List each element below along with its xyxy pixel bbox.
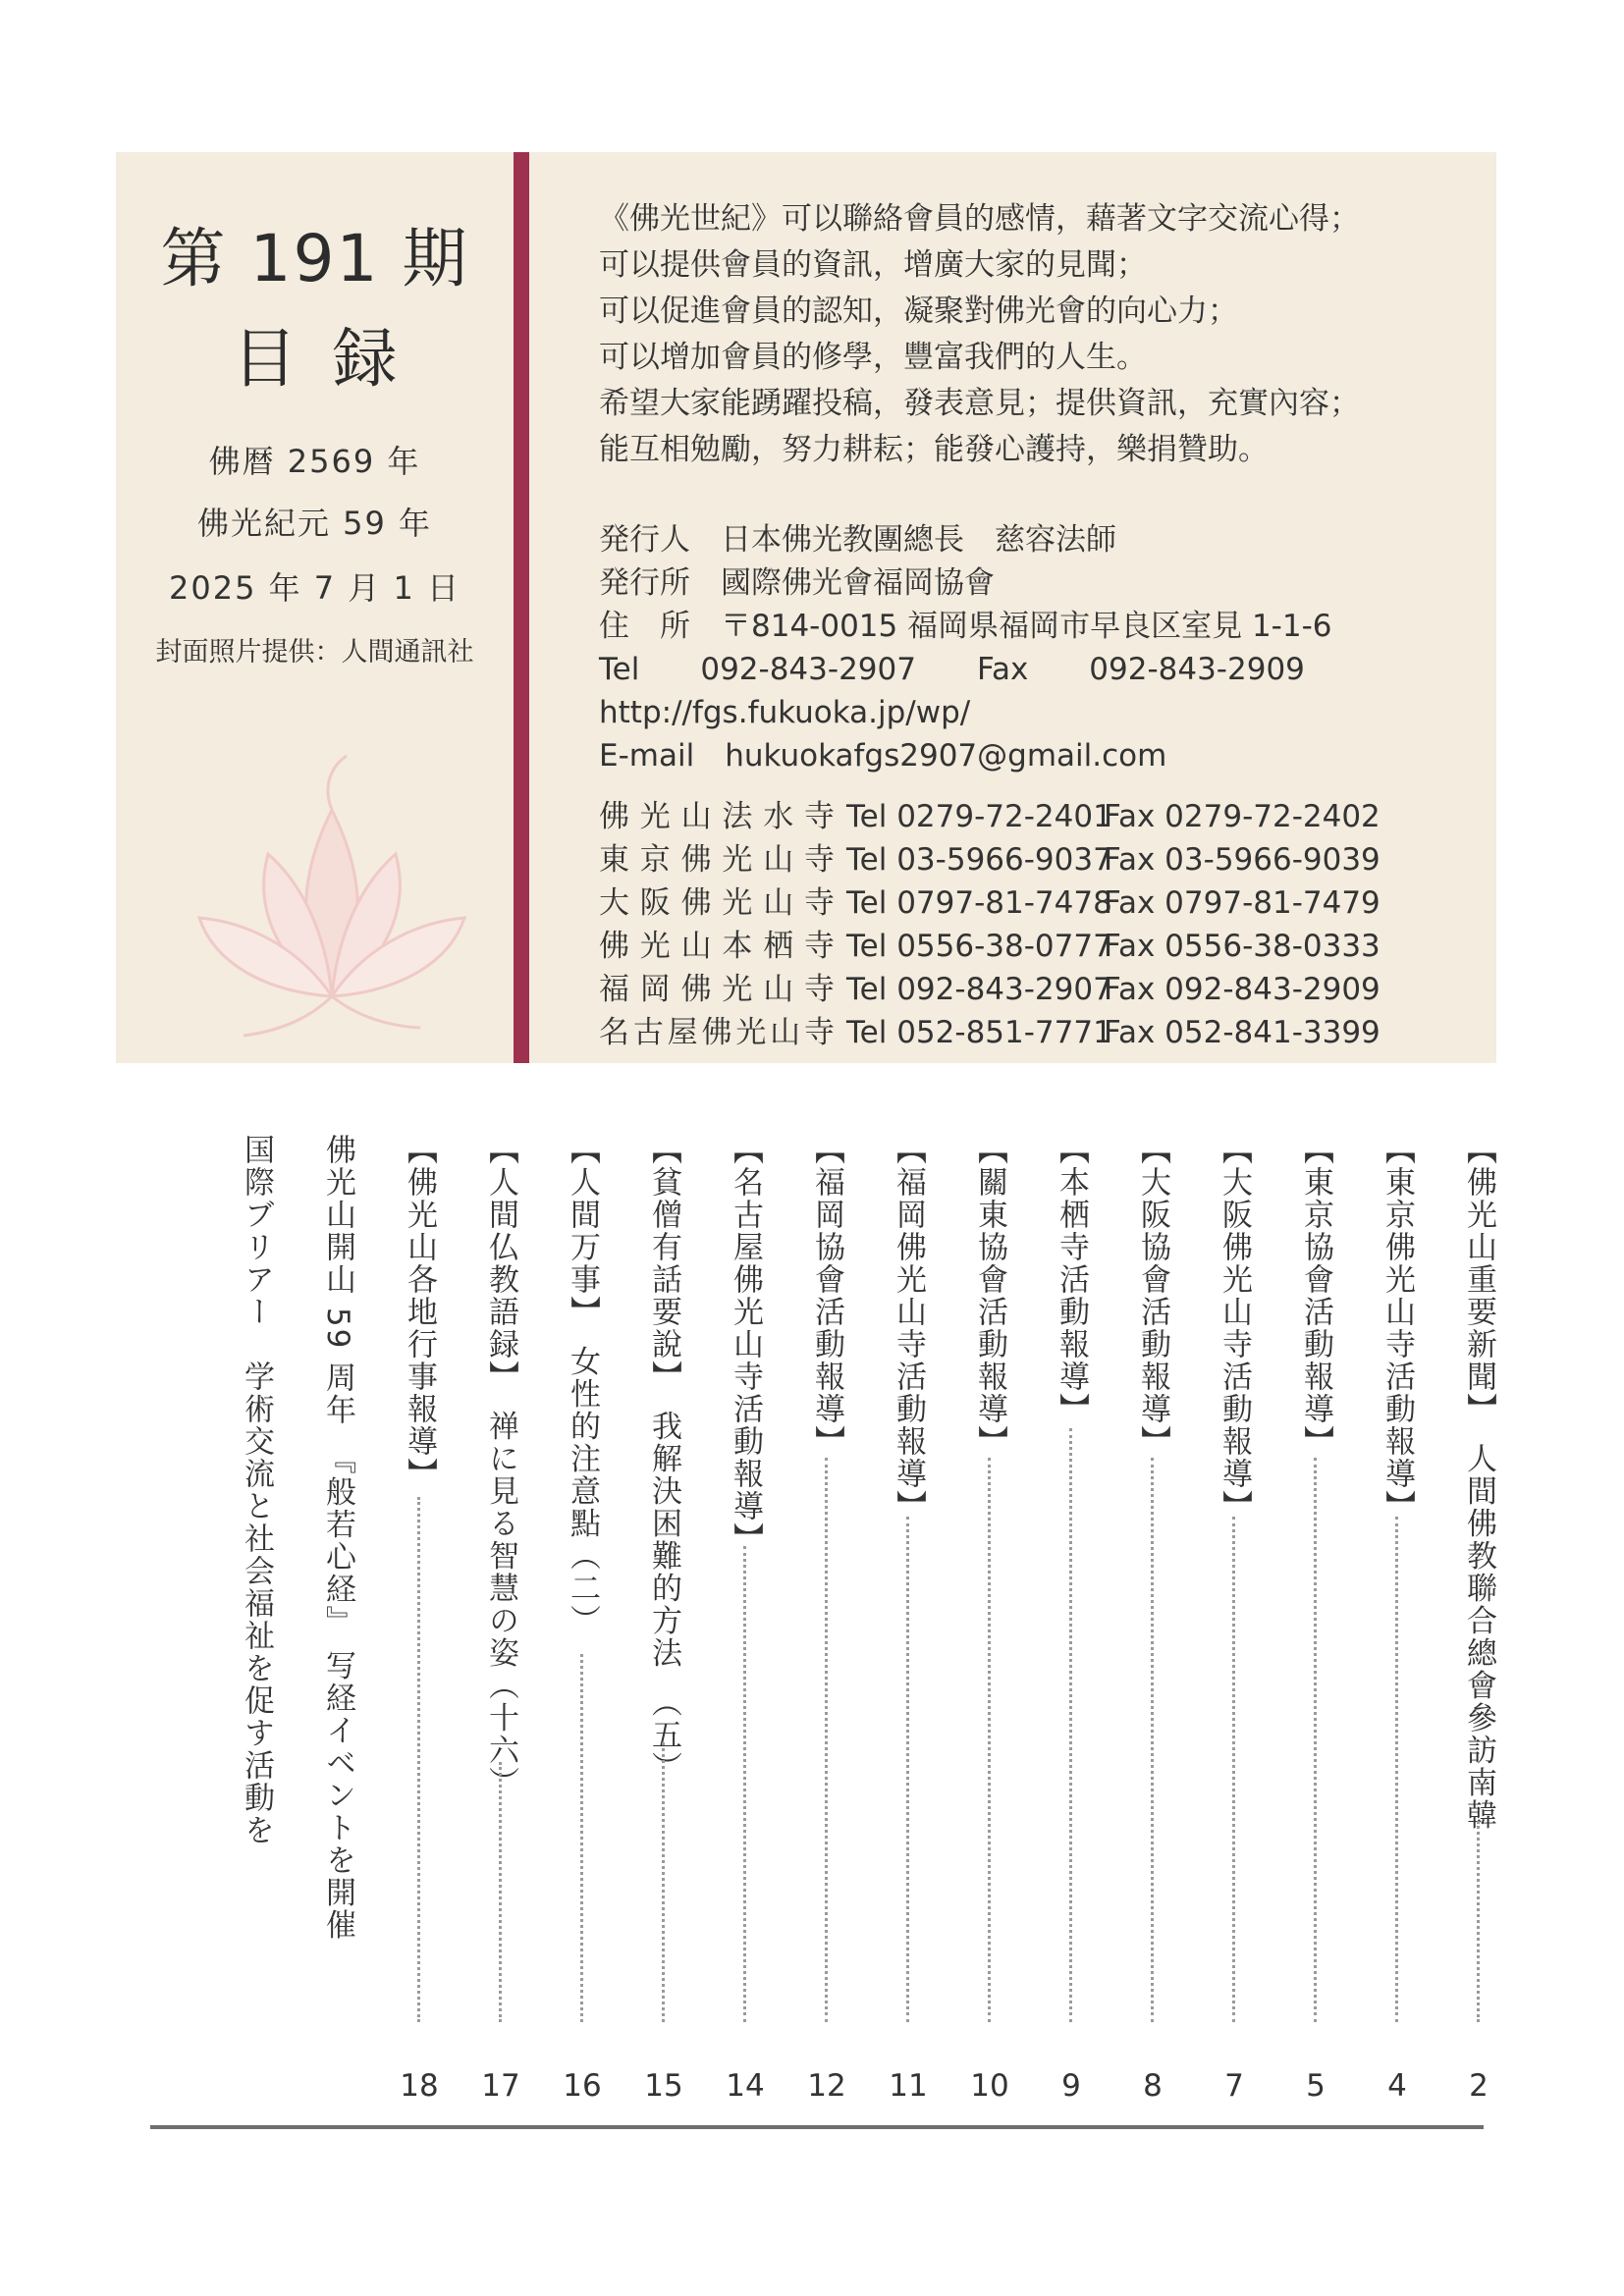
temple-fax: Fax 0797-81-7479 — [1104, 885, 1380, 921]
temple-name: 佛光山本栖寺 — [599, 929, 835, 964]
intro-line: 可以提供會員的資訊，增廣大家的見聞； — [599, 247, 1147, 283]
toc-leader-dots — [1069, 1428, 1072, 2022]
publisher-address: 住 所 〒814-0015 福岡県福岡市早良区室見 1-1-6 — [599, 609, 1332, 644]
temple-row — [599, 881, 1483, 925]
temple-tel: Tel 03-5966-9037 — [846, 842, 1112, 878]
buddhist-calendar-year: 佛暦 2569 年 — [208, 443, 421, 480]
temple-fax: Fax 052-841-3399 — [1104, 1015, 1380, 1050]
toc-entry-title: 【人間仏教語録】 禅に見る智慧の姿（十六） — [483, 1134, 518, 1799]
issue-info — [116, 152, 514, 1063]
toc-entry-title: 【人間万事】 女性的注意點（二） — [565, 1134, 600, 1637]
temple-row — [599, 838, 1483, 881]
toc-entry[interactable] — [718, 1134, 773, 2106]
toc-entry[interactable] — [473, 1134, 528, 2106]
toc-entry-title: 【名古屋佛光山寺活動報導】 — [728, 1134, 763, 1555]
temple-row — [599, 925, 1483, 968]
toc-entry-title: 【福岡協會活動報導】 — [809, 1134, 844, 1458]
toc-sub-entry[interactable] — [310, 1134, 365, 2106]
toc-leader-dots — [499, 1762, 502, 2022]
toc-leader-dots — [1314, 1458, 1317, 2022]
temple-fax: Fax 0279-72-2402 — [1104, 799, 1380, 834]
toc-entry-page: 17 — [481, 2068, 520, 2104]
temple-name: 福岡佛光山寺 — [599, 972, 835, 1007]
intro-line: 《佛光世紀》可以聯絡會員的感情，藉著文字交流心得； — [599, 201, 1360, 237]
toc-sub-entry-title: 佛光山開山 59 周年 『般若心経』 写経イベントを開催 — [320, 1134, 355, 1942]
toc-leader-dots — [906, 1517, 909, 2022]
toc-entry-page: 11 — [889, 2068, 928, 2104]
toc-title: 目録 — [232, 321, 433, 397]
toc-entry-page: 15 — [644, 2068, 683, 2104]
intro-line: 希望大家能踴躍投稿，發表意見；提供資訊，充實內容； — [599, 386, 1360, 421]
lotus-illustration — [185, 751, 479, 1045]
toc-leader-dots — [825, 1458, 828, 2022]
toc-sub-entry[interactable] — [229, 1134, 284, 2106]
toc-leader-dots — [1477, 1821, 1480, 2022]
intro-line: 能互相勉勵，努力耕耘；能發心護持，樂捐贊助。 — [599, 432, 1269, 467]
temple-name: 東京佛光山寺 — [599, 842, 835, 878]
toc-entry-title: 【大阪佛光山寺活動報導】 — [1217, 1134, 1252, 1522]
toc-sub-entry-title: 国際ブリアー 学術交流と社会福祉を促す活動を — [239, 1134, 274, 1846]
issue-date: 2025 年 7 月 1 日 — [168, 569, 461, 607]
toc-leader-dots — [662, 1742, 665, 2022]
toc-entry-page: 5 — [1306, 2068, 1326, 2104]
temple-row — [599, 795, 1483, 838]
intro-line: 可以增加會員的修學，豐富我們的人生。 — [599, 340, 1147, 375]
cover-photo-credit: 封面照片提供：人間通訊社 — [155, 637, 474, 667]
toc-entry[interactable] — [1370, 1134, 1425, 2106]
publisher-tel-fax: Tel 092-843-2907 Fax 092-843-2909 — [599, 652, 1305, 687]
toc-entry-page: 12 — [807, 2068, 846, 2104]
divider-bar — [514, 152, 529, 1063]
table-of-contents — [226, 1134, 1522, 2106]
publisher-info — [599, 518, 1483, 777]
temple-name: 大阪佛光山寺 — [599, 885, 835, 921]
temple-row — [599, 968, 1483, 1011]
toc-entry[interactable] — [1288, 1134, 1343, 2106]
toc-entry[interactable] — [392, 1134, 447, 2106]
toc-leader-dots — [1232, 1517, 1235, 2022]
temple-fax: Fax 03-5966-9039 — [1104, 842, 1380, 878]
toc-entry-title: 【福岡佛光山寺活動報導】 — [891, 1134, 926, 1522]
toc-entry-title: 【關東協會活動報導】 — [972, 1134, 1007, 1458]
toc-entry-page: 10 — [970, 2068, 1009, 2104]
temple-directory — [599, 795, 1483, 1054]
temple-fax: Fax 0556-38-0333 — [1104, 929, 1380, 964]
toc-entry-title: 【佛光山各地行事報導】 — [402, 1134, 437, 1490]
toc-entry[interactable] — [881, 1134, 936, 2106]
toc-entry-title: 【大阪協會活動報導】 — [1135, 1134, 1170, 1458]
toc-leader-dots — [1151, 1458, 1154, 2022]
toc-entry[interactable] — [636, 1134, 691, 2106]
intro-line: 可以促進會員的認知，凝聚對佛光會的向心力； — [599, 294, 1238, 329]
toc-entry[interactable] — [1044, 1134, 1099, 2106]
publisher-office: 発行所 國際佛光會福岡協會 — [599, 565, 995, 601]
temple-tel: Tel 092-843-2907 — [846, 972, 1112, 1007]
toc-entry[interactable] — [962, 1134, 1017, 2106]
toc-entry-page: 14 — [726, 2068, 765, 2104]
toc-entry-page: 9 — [1061, 2068, 1081, 2104]
issue-title: 第 191 期 — [160, 221, 469, 296]
toc-entry[interactable] — [1125, 1134, 1180, 2106]
toc-entry-page: 16 — [563, 2068, 602, 2104]
temple-name: 名古屋佛光山寺 — [599, 1015, 835, 1050]
toc-leader-dots — [580, 1654, 583, 2022]
publisher-issuer: 発行人 日本佛光教團總長 慈容法師 — [599, 522, 1116, 558]
temple-fax: Fax 092-843-2909 — [1104, 972, 1380, 1007]
toc-entry-title: 【本栖寺活動報導】 — [1054, 1134, 1089, 1425]
toc-leader-dots — [743, 1546, 746, 2022]
toc-entry-page: 18 — [400, 2068, 439, 2104]
toc-entry[interactable] — [1207, 1134, 1262, 2106]
toc-entry-page: 8 — [1143, 2068, 1163, 2104]
temple-tel: Tel 0556-38-0777 — [846, 929, 1112, 964]
toc-leader-dots — [1395, 1517, 1398, 2022]
intro-text — [599, 196, 1483, 473]
temple-row — [599, 1011, 1483, 1054]
toc-entry-title: 【東京協會活動報導】 — [1298, 1134, 1333, 1458]
publisher-url[interactable]: http://fgs.fukuoka.jp/wp/ — [599, 695, 971, 730]
fgs-era-year: 佛光紀元 59 年 — [196, 505, 433, 542]
temple-tel: Tel 0279-72-2401 — [846, 799, 1112, 834]
bottom-rule — [150, 2125, 1484, 2129]
toc-entry[interactable] — [1451, 1134, 1506, 2106]
temple-tel: Tel 0797-81-7478 — [846, 885, 1112, 921]
publisher-email[interactable]: E-mail hukuokafgs2907@gmail.com — [599, 738, 1167, 774]
toc-entry-title: 【貧僧有話要說】 我解決困難的方法 （五） — [646, 1134, 681, 1784]
temple-tel: Tel 052-851-7771 — [846, 1015, 1112, 1050]
toc-entry-title: 【佛光山重要新聞】 人間佛教聯合總會參訪南韓 — [1461, 1134, 1496, 1832]
toc-entry-page: 7 — [1224, 2068, 1244, 2104]
toc-entry-page: 4 — [1387, 2068, 1407, 2104]
toc-leader-dots — [988, 1458, 991, 2022]
toc-entry-page: 2 — [1469, 2068, 1489, 2104]
toc-entry[interactable] — [799, 1134, 854, 2106]
temple-name: 佛光山法水寺 — [599, 799, 835, 834]
toc-entry-title: 【東京佛光山寺活動報導】 — [1380, 1134, 1415, 1522]
toc-leader-dots — [417, 1497, 420, 2022]
toc-entry[interactable] — [555, 1134, 610, 2106]
